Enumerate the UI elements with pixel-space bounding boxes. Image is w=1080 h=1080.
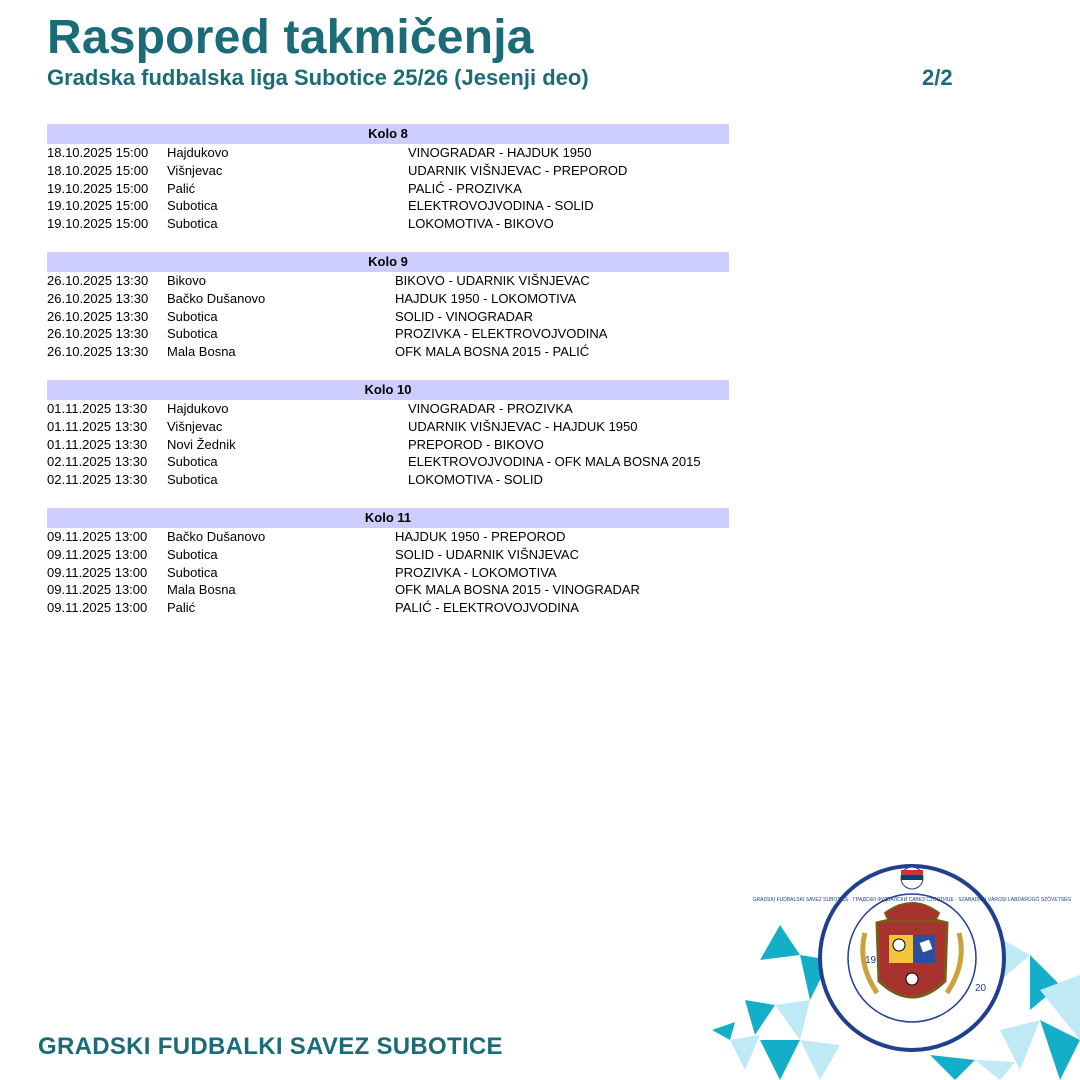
- page-number: 2/2: [922, 65, 953, 90]
- match-date: 01.11.2025 13:30: [47, 400, 148, 416]
- match-teams: LOKOMOTIVA - SOLID: [408, 472, 543, 488]
- organization-name: GRADSKI FUDBALKI SAVEZ SUBOTICE: [38, 1033, 503, 1060]
- match-date: 09.11.2025 13:00: [47, 564, 148, 580]
- match-venue: Subotica: [167, 454, 218, 470]
- match-row: [47, 528, 729, 546]
- match-venue: Palić: [167, 600, 196, 616]
- match-row: [47, 453, 729, 471]
- match-venue: Hajdukovo: [167, 145, 229, 160]
- match-date: 19.10.2025 15:00: [47, 198, 149, 214]
- match-venue: Višnjevac: [167, 418, 223, 434]
- match-venue: Subotica: [167, 308, 218, 324]
- match-date: 26.10.2025 13:30: [47, 290, 149, 306]
- match-venue: Višnjevac: [167, 162, 223, 178]
- match-teams: OFK MALA BOSNA 2015 - PALIĆ: [395, 344, 590, 360]
- match-date: 26.10.2025 13:30: [47, 344, 149, 360]
- match-teams: UDARNIK VIŠNJEVAC - PREPOROD: [408, 162, 628, 178]
- round-section: [47, 508, 729, 617]
- schedule-table: [47, 124, 729, 636]
- match-venue: Hajdukovo: [167, 400, 229, 416]
- league-subtitle: Gradska fudbalska liga Subotice 25/26 (Jesenji deo): [47, 65, 589, 90]
- emblem-year-left: 19: [865, 955, 877, 966]
- round-header: Kolo 11: [47, 508, 729, 528]
- round-section: [47, 124, 729, 233]
- match-teams: PROZIVKA - ELEKTROVOJVODINA: [395, 326, 608, 342]
- match-teams: ELEKTROVOJVODINA - SOLID: [408, 198, 594, 214]
- match-row: [47, 215, 729, 233]
- match-teams: PALIĆ - ELEKTROVOJVODINA: [395, 600, 579, 616]
- match-venue: Novi Žednik: [167, 436, 236, 452]
- match-row: [47, 599, 729, 617]
- match-row: [47, 325, 729, 343]
- match-date: 26.10.2025 13:30: [47, 326, 149, 342]
- match-venue: Subotica: [167, 564, 218, 580]
- match-row: [47, 144, 729, 162]
- match-teams: ELEKTROVOJVODINA - OFK MALA BOSNA 2015: [408, 454, 701, 470]
- match-venue: Bačko Dušanovo: [167, 290, 266, 306]
- match-teams: UDARNIK VIŠNJEVAC - HAJDUK 1950: [408, 418, 638, 434]
- match-date: 18.10.2025 15:00: [47, 145, 149, 160]
- match-teams: SOLID - UDARNIK VIŠNJEVAC: [395, 546, 579, 562]
- match-row: [47, 343, 729, 361]
- match-venue: Subotica: [167, 216, 218, 232]
- round-header: Kolo 9: [47, 252, 729, 272]
- match-date: 01.11.2025 13:30: [47, 418, 148, 434]
- match-venue: Subotica: [167, 546, 218, 562]
- match-row: [47, 471, 729, 489]
- match-row: [47, 546, 729, 564]
- match-row: [47, 581, 729, 599]
- match-row: [47, 180, 729, 198]
- match-row: [47, 418, 729, 436]
- round-header: Kolo 8: [47, 124, 729, 144]
- match-venue: Bikovo: [167, 272, 207, 288]
- match-venue: Bačko Dušanovo: [167, 528, 266, 544]
- match-teams: PALIĆ - PROZIVKA: [408, 180, 522, 196]
- match-date: 19.10.2025 15:00: [47, 216, 149, 232]
- match-date: 09.11.2025 13:00: [47, 528, 148, 544]
- match-date: 02.11.2025 13:30: [47, 454, 148, 470]
- match-teams: HAJDUK 1950 - LOKOMOTIVA: [395, 290, 577, 306]
- round-section: [47, 252, 729, 361]
- match-venue: Subotica: [167, 198, 218, 214]
- match-row: [47, 400, 729, 418]
- emblem-ring-text: GRADSKI FUDBALSKI SAVEZ SUBOTICE · ГРАДСКИ ФУДБАЛСКИ САВЕЗ СУБОТИЦЕ · SZABADKAI VÁROSI LABDARÚGÓ SZÖVETSÉG: [752, 897, 1072, 903]
- match-row: [47, 162, 729, 180]
- match-teams: PROZIVKA - LOKOMOTIVA: [395, 564, 557, 580]
- match-venue: Palić: [167, 180, 196, 196]
- match-teams: VINOGRADAR - PROZIVKA: [408, 400, 573, 416]
- match-venue: Mala Bosna: [167, 344, 236, 360]
- match-teams: SOLID - VINOGRADAR: [395, 308, 533, 324]
- match-teams: BIKOVO - UDARNIK VIŠNJEVAC: [395, 272, 590, 288]
- match-date: 19.10.2025 15:00: [47, 180, 149, 196]
- emblem-flag-icon: [901, 867, 923, 889]
- match-date: 09.11.2025 13:00: [47, 582, 148, 598]
- match-date: 09.11.2025 13:00: [47, 600, 148, 616]
- match-date: 18.10.2025 15:00: [47, 162, 149, 178]
- round-section: [47, 380, 729, 489]
- match-row: [47, 436, 729, 454]
- match-teams: OFK MALA BOSNA 2015 - VINOGRADAR: [395, 582, 640, 598]
- emblem-year-right: 20: [975, 983, 987, 994]
- match-row: [47, 564, 729, 582]
- match-row: [47, 197, 729, 215]
- match-venue: Mala Bosna: [167, 582, 236, 598]
- match-date: 02.11.2025 13:30: [47, 472, 148, 488]
- federation-emblem: [752, 863, 1072, 1053]
- page-title: Raspored takmičenja: [47, 11, 534, 64]
- match-venue: Subotica: [167, 326, 218, 342]
- match-date: 26.10.2025 13:30: [47, 272, 149, 288]
- match-row: [47, 272, 729, 290]
- match-teams: LOKOMOTIVA - BIKOVO: [408, 216, 554, 232]
- round-header: Kolo 10: [47, 380, 729, 400]
- match-date: 26.10.2025 13:30: [47, 308, 149, 324]
- match-row: [47, 308, 729, 326]
- match-row: [47, 290, 729, 308]
- match-teams: VINOGRADAR - HAJDUK 1950: [408, 145, 592, 160]
- match-teams: PREPOROD - BIKOVO: [408, 436, 544, 452]
- match-venue: Subotica: [167, 472, 218, 488]
- match-date: 01.11.2025 13:30: [47, 436, 148, 452]
- match-date: 09.11.2025 13:00: [47, 546, 148, 562]
- match-teams: HAJDUK 1950 - PREPOROD: [395, 528, 566, 544]
